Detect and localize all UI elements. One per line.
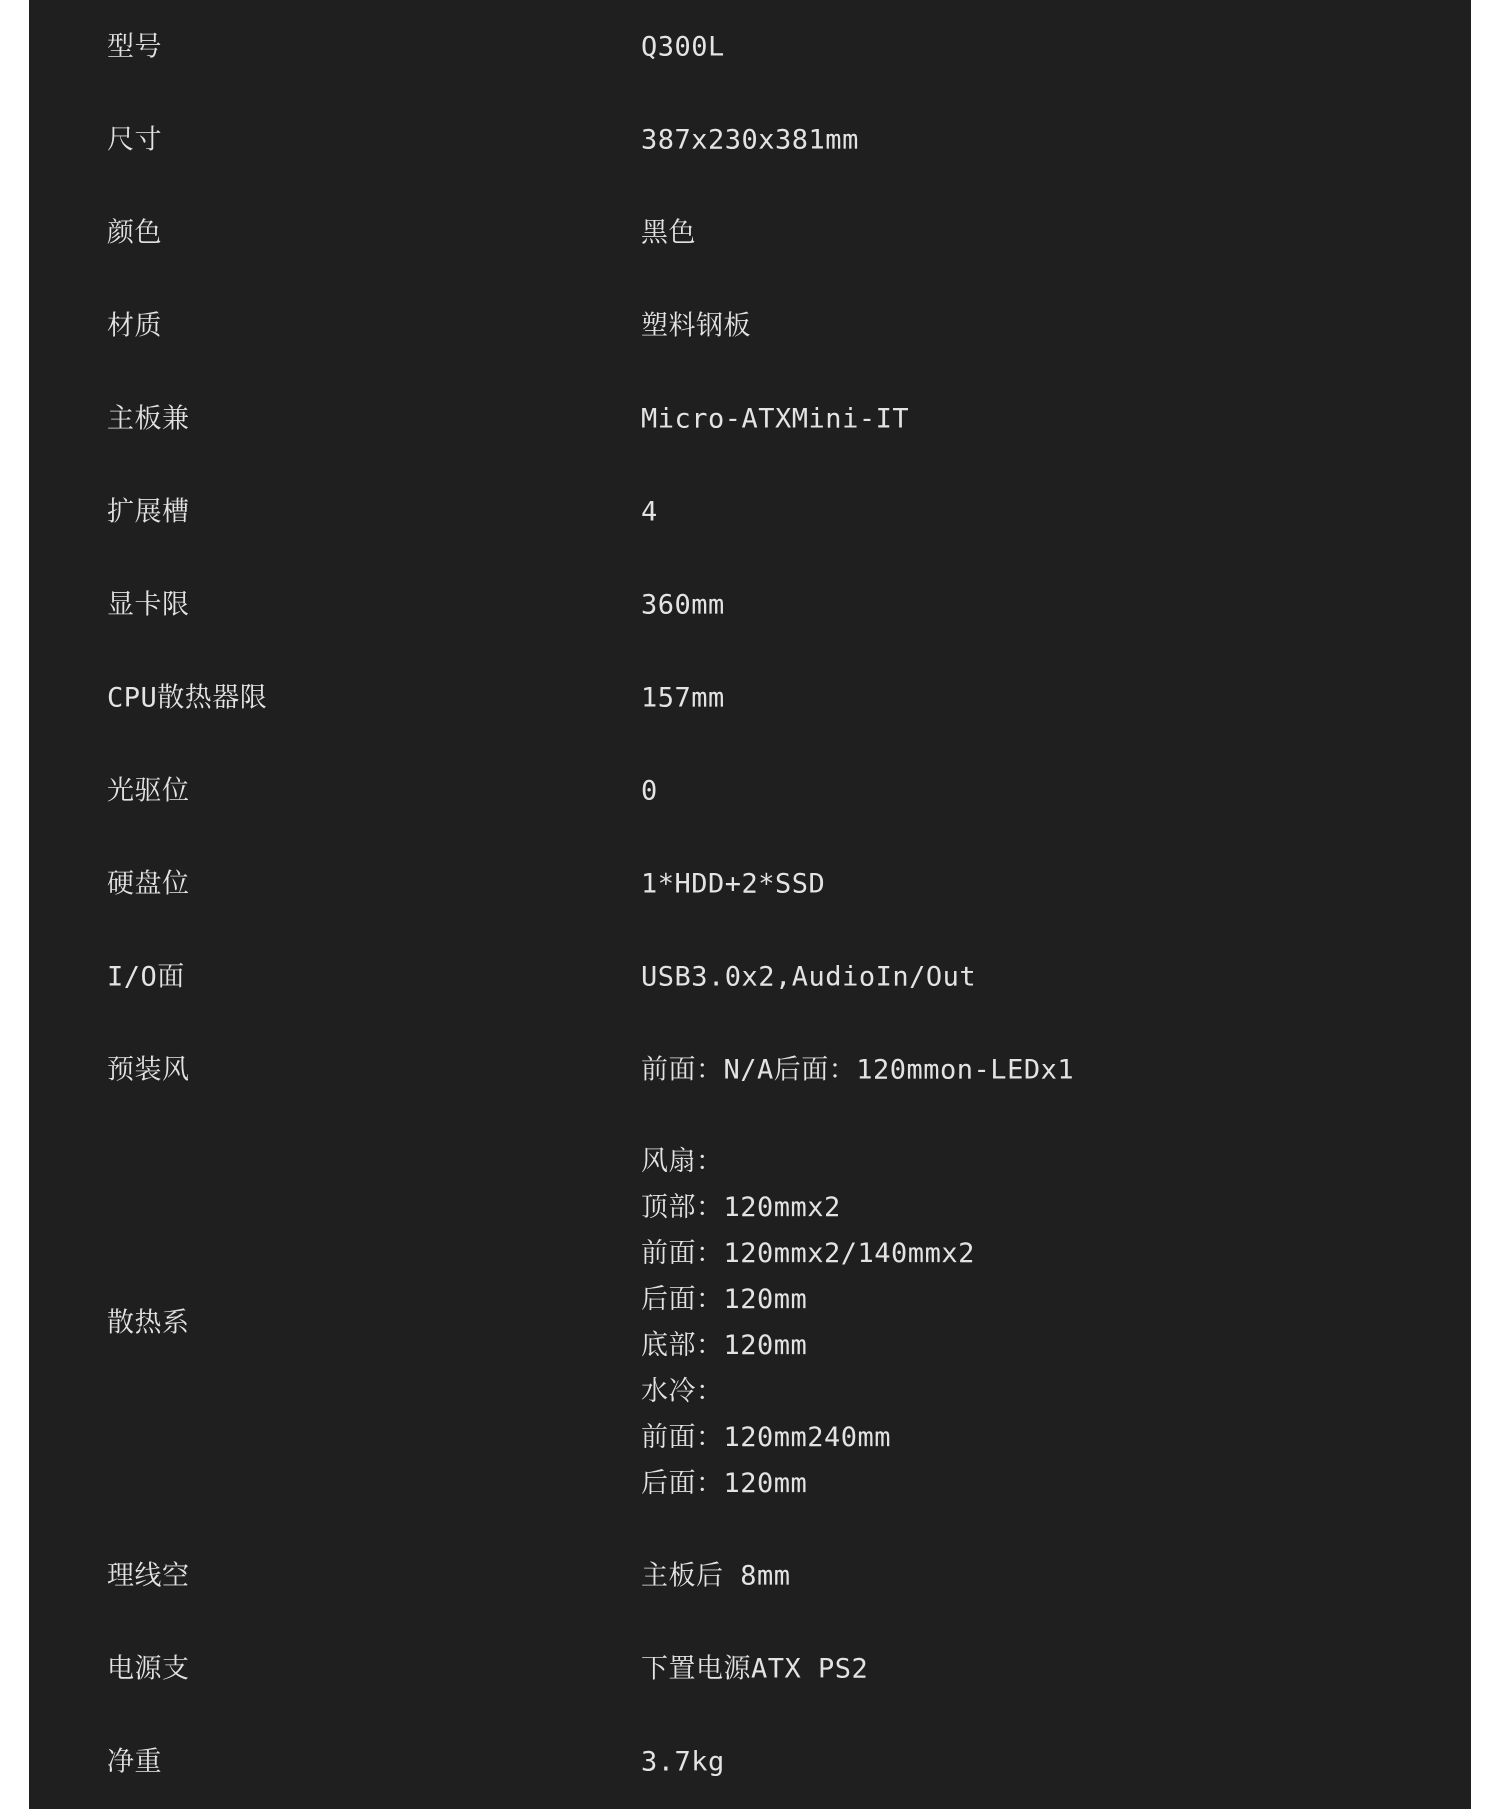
spec-row-optical-bay: [29, 744, 1471, 837]
spec-value-line: 风扇：: [641, 1145, 724, 1177]
spec-value-line: 顶部：120mmx2: [641, 1191, 841, 1223]
spec-label: 扩展槽: [107, 496, 190, 527]
spec-value-line: 前面：120mm240mm: [641, 1421, 892, 1453]
spec-label: 硬盘位: [107, 868, 190, 899]
spec-label: 预装风: [107, 1054, 190, 1085]
spec-value: Q300L: [641, 31, 725, 62]
spec-label: 主板兼: [107, 403, 190, 434]
spec-row-drive-bays: [29, 837, 1471, 930]
spec-label: CPU散热器限: [107, 682, 268, 713]
spec-value-line: 底部：120mm: [641, 1329, 808, 1361]
spec-row-model: [29, 0, 1471, 93]
spec-label: I/O面: [107, 961, 185, 992]
spec-row-color: [29, 186, 1471, 279]
spec-value-line: 后面：120mm: [641, 1467, 808, 1499]
spec-label: 显卡限: [107, 589, 190, 620]
spec-value: 下置电源ATX PS2: [641, 1653, 869, 1684]
spec-label: 尺寸: [107, 124, 162, 155]
spec-row-psu-support: [29, 1622, 1471, 1715]
spec-row-expansion-slots: [29, 465, 1471, 558]
spec-row-io-panel: [29, 930, 1471, 1023]
spec-value: 塑料钢板: [641, 310, 751, 341]
spec-value: 黑色: [641, 217, 696, 248]
spec-label: 型号: [107, 31, 162, 62]
spec-value: 4: [641, 496, 658, 527]
spec-row-cable-space: [29, 1529, 1471, 1622]
spec-label: 颜色: [107, 217, 162, 248]
spec-value-line: 后面：120mm: [641, 1283, 808, 1315]
spec-value: Micro-ATXMini-IT: [641, 403, 910, 434]
spec-label: 材质: [107, 310, 162, 341]
spec-value: 0: [641, 775, 658, 806]
spec-value: 157mm: [641, 682, 725, 713]
spec-value: USB3.0x2,AudioIn/Out: [641, 961, 977, 992]
spec-row-cooling-system: [29, 1116, 1471, 1529]
spec-value: 主板后 8mm: [641, 1560, 791, 1591]
spec-value: 360mm: [641, 589, 725, 620]
spec-value: 387x230x381mm: [641, 124, 859, 155]
spec-row-cpu-cooler-limit: [29, 651, 1471, 744]
spec-row-net-weight: [29, 1715, 1471, 1808]
spec-value: 3.7kg: [641, 1746, 725, 1777]
spec-value-line: 前面：120mmx2/140mmx2: [641, 1237, 975, 1269]
spec-value: 前面：N/A后面：120mmon-LEDx1: [641, 1054, 1075, 1085]
spec-value-multiline: [641, 1139, 975, 1507]
spec-row-material: [29, 279, 1471, 372]
spec-value: 1*HDD+2*SSD: [641, 868, 826, 899]
spec-table: [29, 0, 1471, 1809]
spec-label: 光驱位: [107, 775, 190, 806]
spec-label: 散热系: [107, 1307, 190, 1338]
spec-value-line: 水冷：: [641, 1375, 724, 1407]
spec-label: 净重: [107, 1746, 162, 1777]
spec-row-preinstalled-fans: [29, 1023, 1471, 1116]
spec-row-motherboard: [29, 372, 1471, 465]
spec-label: 电源支: [107, 1653, 190, 1684]
spec-row-size: [29, 93, 1471, 186]
spec-label: 理线空: [107, 1560, 190, 1591]
spec-row-gpu-limit: [29, 558, 1471, 651]
